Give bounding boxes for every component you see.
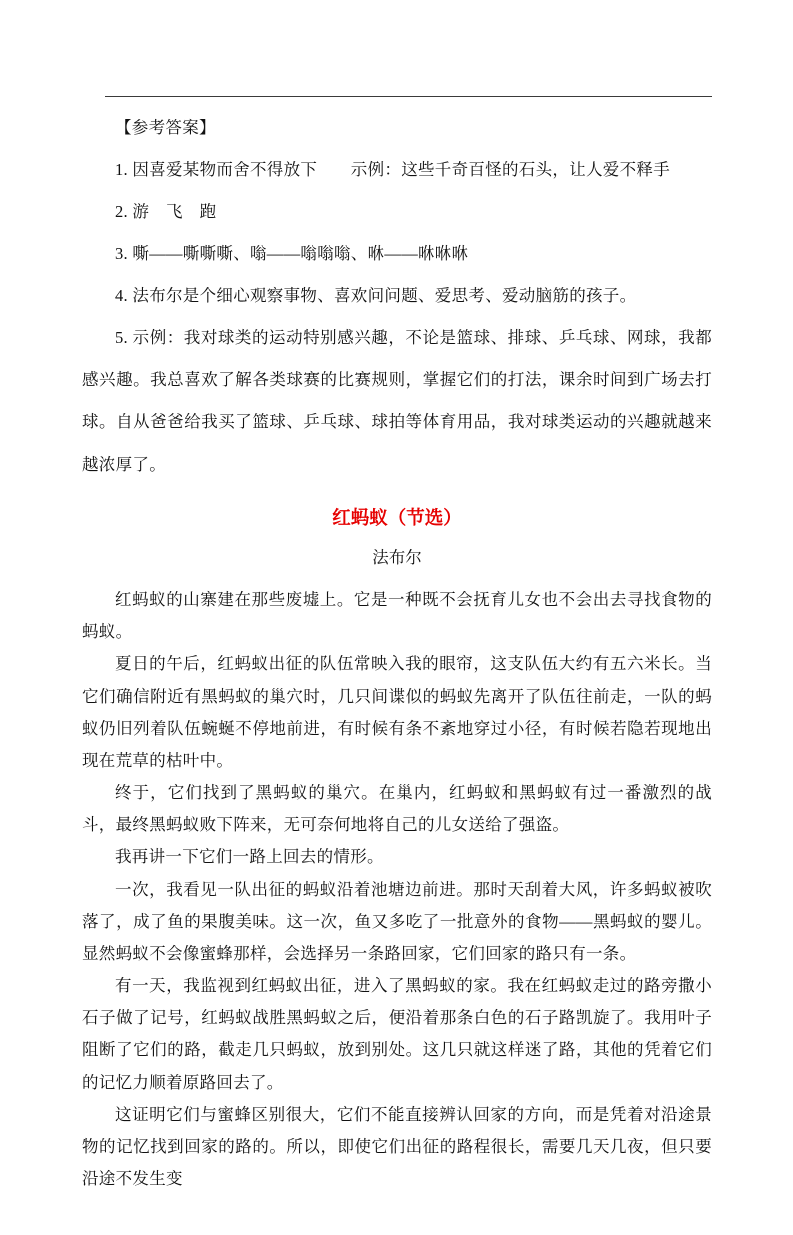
section-divider [105,96,712,97]
article-paragraph-1: 红蚂蚁的山寨建在那些废墟上。它是一种既不会抚育儿女也不会出去寻找食物的蚂蚁。 [82,590,712,642]
article-paragraph-4: 我再讲一下它们一路上回去的情形。 [115,847,384,867]
article-paragraph-6: 有一天，我监视到红蚂蚁出征，进入了黑蚂蚁的家。我在红蚂蚁走过的路旁撒小石子做了记号，红蚂蚁战胜黑蚂蚁之后，便沿着那条白色的石子路凯旋了。我用叶子阻断了它们的路，截走几只蚂蚁，放到别处。这几只就这样迷了路，其他的凭着它们的记忆力顺着原路回去了。 [82,976,712,1092]
article-paragraph-3: 终于，它们找到了黑蚂蚁的巢穴。在巢内，红蚂蚁和黑蚂蚁有过一番激烈的战斗，最终黑蚂蚁败下阵来，无可奈何地将自己的儿女送给了强盗。 [82,783,712,835]
answer-item-5: 5. 示例：我对球类的运动特别感兴趣，不论是篮球、排球、乒乓球、网球，我都感兴趣。我总喜欢了解各类球赛的比赛规则，掌握它们的打法，课余时间到广场去打球。自从爸爸给我买了篮球、乒乓球、球拍等体育用品，我对球类运动的兴趣就越来越浓厚了。 [82,328,712,474]
answer-item-1: 1. 因喜爱某物而舍不得放下 示例：这些千奇百怪的石头，让人爱不释手 [115,160,670,180]
answer-item-2: 2. 游 飞 跑 [115,202,217,222]
answer-item-4: 4. 法布尔是个细心观察事物、喜欢问问题、爱思考、爱动脑筋的孩子。 [115,286,637,306]
article-section [82,500,712,1196]
article-paragraph-7: 这证明它们与蜜蜂区别很大，它们不能直接辨认回家的方向，而是凭着对沿途景物的记忆找到回家的路的。所以，即使它们出征的路程很长，需要几天几夜，但只要沿途不发生变 [82,1104,712,1189]
answer-key-header: 【参考答案】 [115,118,216,137]
answer-item-3: 3. 嘶——嘶嘶嘶、嗡——嗡嗡嗡、咻——咻咻咻 [115,244,469,264]
article-author: 法布尔 [372,548,422,568]
article-paragraph-2: 夏日的午后，红蚂蚁出征的队伍常映入我的眼帘，这支队伍大约有五六米长。当它们确信附近有黑蚂蚁的巢穴时，几只间谍似的蚂蚁先离开了队伍往前走，一队的蚂蚁仍旧列着队伍蜿蜒不停地前进，有时候有条不紊地穿过小径，有时候若隐若现地出现在荒草的枯叶中。 [82,654,712,770]
article-paragraph-5: 一次，我看见一队出征的蚂蚁沿着池塘边前进。那时天刮着大风，许多蚂蚁被吹落了，成了鱼的果腹美味。这一次，鱼又多吃了一批意外的食物——黑蚂蚁的婴儿。显然蚂蚁不会像蜜蜂那样，会选择另一条路回家，它们回家的路只有一条。 [82,879,712,963]
answer-key-section [82,107,712,486]
article-title: 红蚂蚁（节选） [332,508,462,529]
